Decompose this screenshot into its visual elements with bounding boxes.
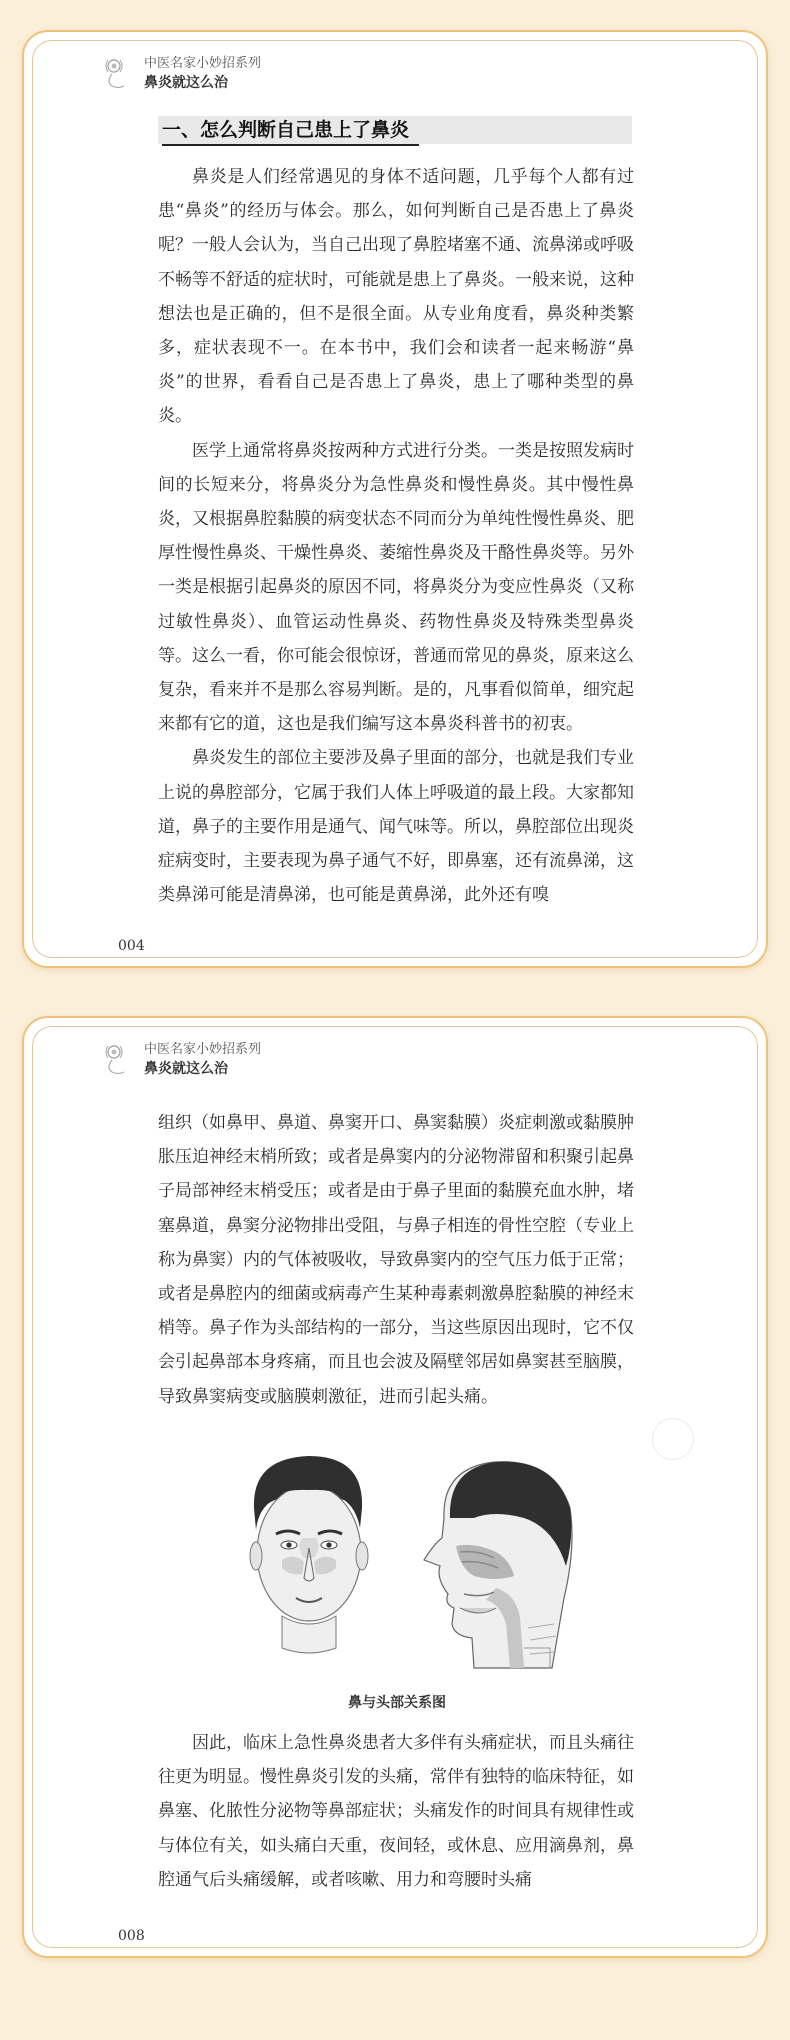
section-title: 一、怎么判断自己患上了鼻炎 — [162, 116, 419, 146]
watermark-icon — [652, 1418, 694, 1460]
paragraph: 组织（如鼻甲、鼻道、鼻窦开口、鼻窦黏膜）炎症刺激或黏膜肿胀压迫神经末梢所致；或者是鼻窦内的分泌物滞留和积聚引起鼻子局部神经末梢受压；或者是由于鼻子里面的黏膜充血水肿，堵塞鼻道，鼻窦分泌物排出受阻，与鼻子相连的骨性空腔（专业上称为鼻窦）内的气体被吸收，导致鼻窦内的空气压力低于正常；或者是鼻腔内的细菌或病毒产生某种毒素刺激鼻腔黏膜的神经末梢等。鼻子作为头部结构的一部分，当这些原因出现时，它不仅会引起鼻部本身疼痛，而且也会波及隔壁邻居如鼻窦甚至脑膜，导致鼻窦病变或脑膜刺激征，进而引起头痛。 — [158, 1113, 634, 1407]
nose-logo-icon — [102, 1042, 146, 1078]
book-title: 鼻炎就这么治 — [144, 75, 228, 91]
paragraph: 因此，临床上急性鼻炎患者大多伴有头痛症状，而且头痛往往更为明显。慢性鼻炎引发的头痛，常伴有独特的临床特征，如鼻塞、化脓性分泌物等鼻部症状；头痛发作的时间具有规律性或与体位有关，如头痛白天重，夜间轻，或休息、应用滴鼻剂，鼻腔通气后头痛缓解，或者咳嗽、用力和弯腰时头痛 — [158, 1733, 634, 1890]
book-title: 鼻炎就这么治 — [144, 1061, 228, 1077]
section-heading — [158, 116, 632, 144]
head-and-nose-illustration — [224, 1448, 584, 1688]
paragraph: 鼻炎发生的部位主要涉及鼻子里面的部分，也就是我们专业上说的鼻腔部分，它属于我们人体上呼吸道的最上段。大家都知道，鼻子的主要作用是通气、闻气味等。所以，鼻腔部位出现炎症病变时，主要表现为鼻子通气不好，即鼻塞，还有流鼻涕，这类鼻涕可能是清鼻涕，也可能是黄鼻涕，此外还有嗅 — [158, 748, 634, 906]
series-title: 中医名家小妙招系列 — [144, 1042, 262, 1057]
paragraph: 鼻炎是人们经常遇见的身体不适问题，几乎每个人都有过患“鼻炎”的经历与体会。那么，如何判断自己是否患上了鼻炎呢？一般人会认为，当自己出现了鼻腔堵塞不通、流鼻涕或呼吸不畅等不舒适的症状时，可能就是患上了鼻炎。一般来说，这种想法也是正确的，但不是很全面。从专业角度看，鼻炎种类繁多，症状表现不一。在本书中，我们会和读者一起来畅游“鼻炎”的世界，看看自己是否患上了鼻炎，患上了哪种类型的鼻炎。 — [158, 167, 634, 427]
page-number: 008 — [118, 1928, 145, 1944]
book-page-2 — [22, 1016, 768, 1958]
series-title: 中医名家小妙招系列 — [144, 56, 262, 71]
page-number: 004 — [118, 938, 145, 954]
figure-caption: 鼻与头部关系图 — [348, 1695, 446, 1711]
page2-body-bottom — [158, 1726, 634, 1897]
page2-body-top — [158, 1106, 634, 1414]
side-head-figure — [424, 1462, 572, 1668]
page1-body — [158, 160, 634, 912]
paragraph: 医学上通常将鼻炎按两种方式进行分类。一类是按照发病时间的长短来分，将鼻炎分为急性鼻炎和慢性鼻炎。其中慢性鼻炎，又根据鼻腔黏膜的病变状态不同而分为单纯性慢性鼻炎、肥厚性慢性鼻炎、干燥性鼻炎、萎缩性鼻炎及干酪性鼻炎等。另外一类是根据引起鼻炎的原因不同，将鼻炎分为变应性鼻炎（又称过敏性鼻炎）、血管运动性鼻炎、药物性鼻炎及特殊类型鼻炎等。这么一看，你可能会很惊讶，普通而常见的鼻炎，原来这么复杂，看来并不是那么容易判断。是的，凡事看似简单，细究起来都有它的道，这也是我们编写这本鼻炎科普书的初衷。 — [158, 440, 634, 735]
nose-logo-icon — [102, 56, 146, 92]
front-face-figure — [250, 1456, 368, 1653]
book-page-1 — [22, 30, 768, 968]
